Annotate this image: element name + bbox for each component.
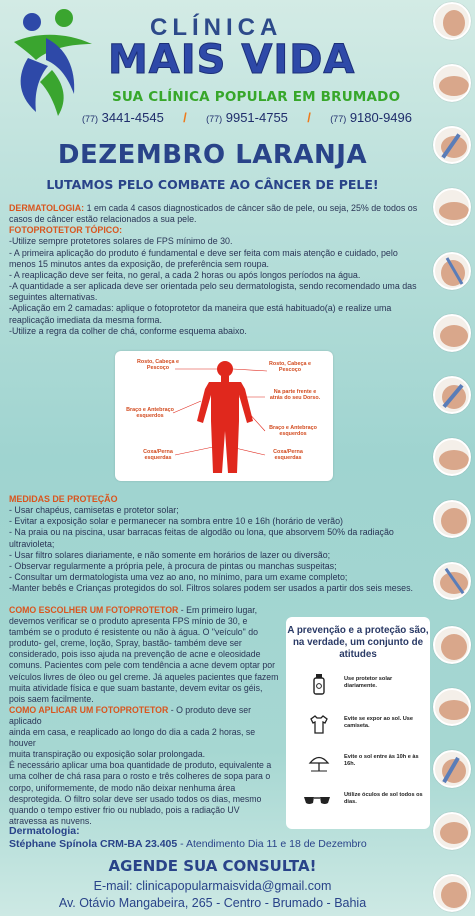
side-photo-circle <box>433 562 471 600</box>
fotoprotetor-item: - A primeira aplicação do produto é fundamental e deve ser feita com mais atenção e cuidado, pelo menos 15 minutos antes da exposição, de preferência sem roupa. <box>9 247 398 269</box>
aplicar-heading: COMO APLICAR UM FOTOPROTETOR <box>9 704 169 715</box>
sunscreen-bottle-icon <box>308 673 330 695</box>
prevention-title: A prevenção e a proteção são, na verdade, um conjunto de atitudes <box>287 625 429 660</box>
campaign-subtitle: LUTAMOS PELO COMBATE AO CÂNCER DE PELE! <box>46 177 379 192</box>
label-face: Rosto, Cabeça e Pescoço <box>137 359 179 372</box>
escolher-line: pois saem facilmente. <box>9 693 94 704</box>
label-front-back: Na parte frente e atrás do seu Dorso. <box>269 389 321 402</box>
fotoprotetor-item: - A reaplicação deve ser feita, no geral, a cada 2 horas ou após longos períodos na água. <box>9 269 361 280</box>
medidas-heading: MEDIDAS DE PROTEÇÃO <box>9 494 118 504</box>
escolher-line: também se o produto é resistente ou não à água. O "veículo" do <box>9 627 258 638</box>
side-photo-circle <box>433 188 471 226</box>
side-photo-circle <box>433 750 471 788</box>
umbrella-sun-icon <box>308 751 330 773</box>
fotoprotetor-heading: FOTOPROTETOR TÓPICO: <box>9 225 123 236</box>
fotoprotetor-item: -A quantidade a ser aplicada deve ser orientada pelo seu dermatologista, sendo recomendado uma das seguintes alternativas. <box>9 281 417 303</box>
prevention-card <box>286 617 430 829</box>
fotoprotetor-item: -Utilize sempre protetores solares de FPS mínimo de 30. <box>9 236 233 247</box>
side-photo-circle <box>433 252 471 290</box>
side-photo-circle <box>433 314 471 352</box>
phone-numbers <box>82 110 412 125</box>
medidas-item: - Usar chapéus, camisetas e protetor solar; <box>9 505 179 516</box>
escolher-line: comuns. Pacientes com pele com tendência a acne devem optar por <box>9 660 276 671</box>
medidas-item: - Usar filtro solares diariamente, e não somente em horários de lazer ou diversão; <box>9 549 331 560</box>
label-arms-right: Braço e Antebraço esquerdos <box>269 425 317 438</box>
side-photo-circle <box>433 874 471 912</box>
escolher-line: muita atividade física e que suam bastante, devem evitar os géis, <box>9 682 263 693</box>
side-photo-circle <box>433 500 471 538</box>
escolher-aplicar-section <box>9 605 283 827</box>
prevention-item: Evite o sol entre às 10h e às 16h. <box>308 751 426 781</box>
aplicar-line: quando o tempo estiver frio ou nublado, pois a radiação UV <box>9 804 240 815</box>
side-photo-circle <box>433 126 471 164</box>
escolher-line: veículos livres de óleo ou gel creme. Já aqueles pacientes que fazem <box>9 671 279 682</box>
body-diagram <box>115 351 333 481</box>
label-leg-left: Coxa/Perna esquerdas <box>143 449 173 462</box>
intro-section <box>9 203 424 337</box>
fotoprotetor-item: -Aplicação em 2 camadas: aplique o fotoprotetor da maneira que está habituado(a) e realize uma reaplicação imediata da mesma forma. <box>9 303 392 325</box>
brand-tagline: SUA CLÍNICA POPULAR EM BRUMADO <box>112 89 401 105</box>
aplicar-line: atravessa as nuvens. <box>9 815 92 826</box>
doctor-name: Stéphane Spínola CRM-BA 23.405 <box>9 838 178 850</box>
doctor-schedule: - Atendimento Dia 11 e 18 de Dezembro <box>177 838 367 850</box>
side-photo-circle <box>433 438 471 476</box>
medidas-item: - Na praia ou na piscina, usar barracas feitas de algodão ou lona, que absorvem 50% da radiação ultravioleta; <box>9 527 394 549</box>
side-photo-circle <box>433 376 471 414</box>
side-photo-circle <box>433 688 471 726</box>
doctor-info <box>9 838 367 850</box>
medidas-item: - Observar regularmente a própria pele, à procura de pintas ou manchas suspeitas; <box>9 560 337 571</box>
prevention-item: Utilize óculos de sol todos os dias. <box>308 789 426 819</box>
intro-paragraph: DERMATOLOGIA: 1 em cada 4 casos diagnosticados de câncer são de pele, ou seja, 25% de todos os casos de câncer estão relacionados a sua pele. <box>9 203 418 225</box>
aplicar-line: COMO APLICAR UM FOTOPROTETOR - O produto deve ser aplicado <box>9 704 251 726</box>
clinic-logo-icon <box>6 8 98 120</box>
phone-2[interactable]: (77) 9951-4755 <box>206 110 288 125</box>
prevention-item: Use protetor solar diariamente. <box>308 673 426 703</box>
label-leg-right: Coxa/Perna esquerdas <box>273 449 303 462</box>
contact-email[interactable]: E-mail: clinicapopularmaisvida@gmail.com <box>93 879 332 893</box>
medidas-item: - Consultar um dermatologista uma vez ao ano, no mínimo, para um exame completo; <box>9 572 348 583</box>
escolher-line: devemos verificar se o produto apresenta FPS mínio de 30, e <box>9 616 248 627</box>
escolher-heading: COMO ESCOLHER UM FOTOPROTETOR <box>9 605 179 615</box>
escolher-line: considerado, pois isso ajuda na prevenção de acne e oleosidade <box>9 649 261 660</box>
sunglasses-icon <box>302 789 332 811</box>
aplicar-line: desprotegida. O filtro solar deve ser usado todos os dias, mesmo <box>9 793 262 804</box>
aplicar-line: ainda em casa, e reaplicado ao longo do dia a cada 2 horas, se houver <box>9 727 256 749</box>
label-arms-left: Braço e Antebraço esquerdos <box>126 407 174 420</box>
brand-name: MAIS VIDA <box>108 37 356 83</box>
brand-clinica-text: CLÍNICA <box>150 14 283 41</box>
side-photo-circle <box>433 2 471 40</box>
tshirt-icon <box>308 713 330 735</box>
phone-separator: / <box>183 110 187 125</box>
phone-1[interactable]: (77) 3441-4545 <box>82 110 164 125</box>
aplicar-line: É necessário aplicar uma boa quantidade de produto, equivalente a <box>9 760 272 771</box>
side-photo-circle <box>433 64 471 102</box>
medidas-item: - Evitar a exposição solar e permanecer na sombra entre 10 e 16h (horário de verão) <box>9 516 343 527</box>
side-photo-circle <box>433 812 471 850</box>
escolher-line: COMO ESCOLHER UM FOTOPROTETOR - Em primeiro lugar, <box>9 605 258 615</box>
phone-3[interactable]: (77) 9180-9496 <box>330 110 412 125</box>
aplicar-line: corpo, uniformemente, de modo não deixar nenhuma área <box>9 782 236 793</box>
escolher-line: produto- gel, creme, loção, Spray, bastão- também deve ser <box>9 638 242 649</box>
aplicar-line: muita transpiração ou exposição solar prolongada. <box>9 749 206 760</box>
fotoprotetor-item: -Utilize a regra da colher de chá, conforme esquema abaixo. <box>9 325 247 336</box>
aplicar-line: uma colher de chá rasa para o rosto e três colheres de sopa para o <box>9 771 271 782</box>
medidas-section <box>9 494 424 594</box>
prevention-item: Evite se expor ao sol. Use camiseta. <box>308 713 426 743</box>
phone-separator: / <box>307 110 311 125</box>
label-face-back: Rosto, Cabeça e Pescoço <box>269 361 311 374</box>
cta-heading: AGENDE SUA CONSULTA! <box>108 857 317 875</box>
campaign-title: DEZEMBRO LARANJA <box>57 140 368 170</box>
side-photo-circle <box>433 626 471 664</box>
contact-address: Av. Otávio Mangabeira, 265 - Centro - Brumado - Bahia <box>58 896 367 910</box>
footer-derm-heading: Dermatologia: <box>9 825 80 837</box>
medidas-item: -Manter bebês e Crianças protegidos do sol. Filtros solares podem ser usados a partir dos seis meses. <box>9 583 413 594</box>
